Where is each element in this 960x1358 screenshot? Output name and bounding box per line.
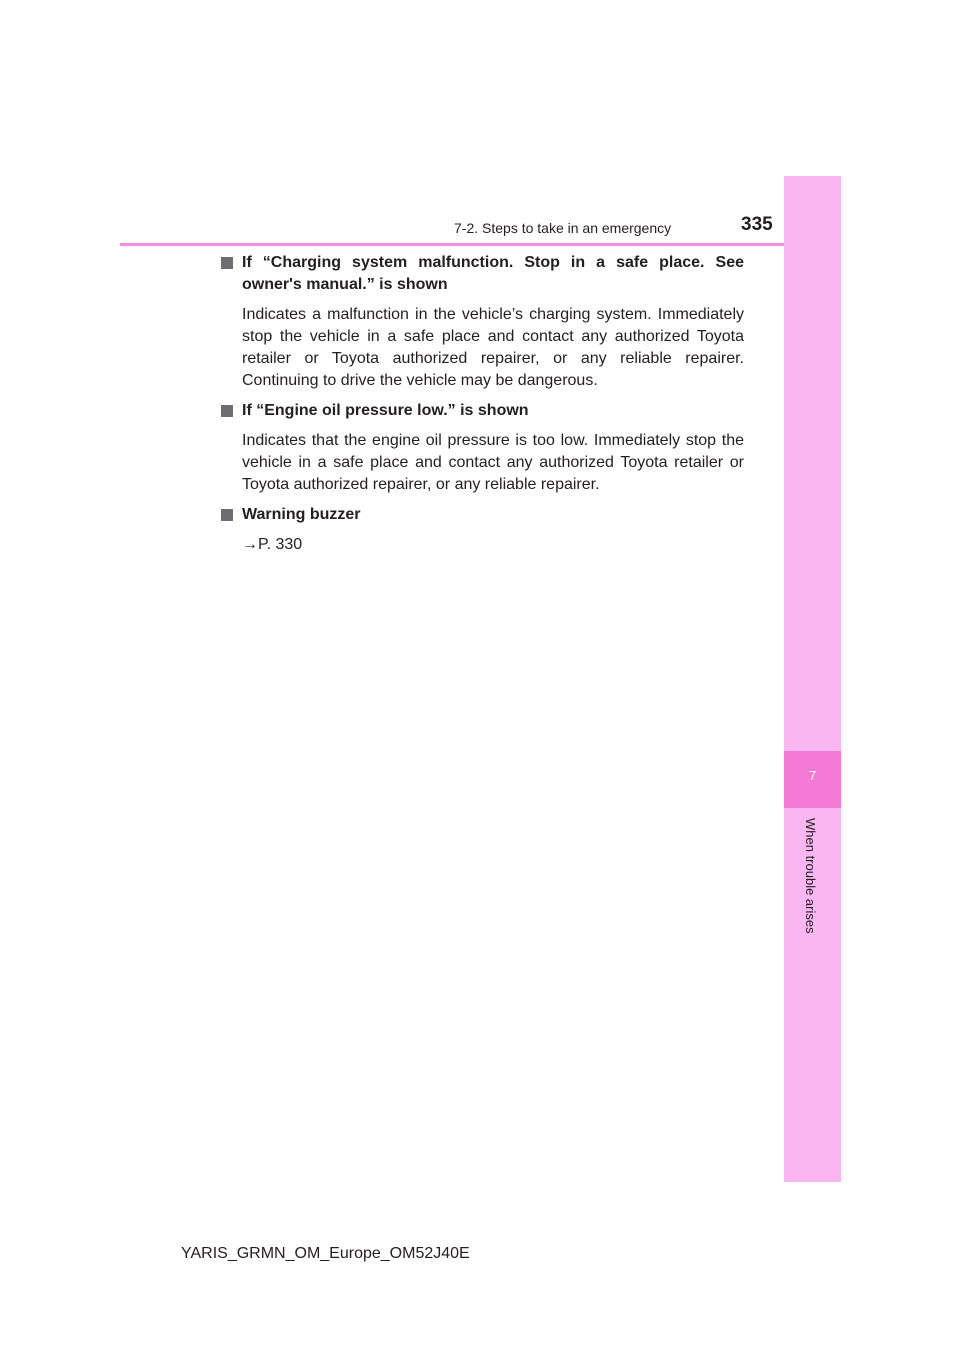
side-tab-chapter-title: When trouble arises xyxy=(803,818,818,934)
header-section-title: 7-2. Steps to take in an emergency xyxy=(454,220,672,236)
item-heading xyxy=(221,400,744,422)
item-heading-text: Warning buzzer xyxy=(242,506,361,523)
item-heading-text: If “Charging system malfunction. Stop in a safe place. See owner's manual.” is shown xyxy=(242,254,744,293)
header-rule xyxy=(120,243,841,246)
footer-doc-id: YARIS_GRMN_OM_Europe_OM52J40E xyxy=(181,1245,470,1262)
square-bullet-icon xyxy=(221,509,233,521)
item-body: Indicates a malfunction in the vehicle’s charging system. Immediately stop the vehicle in a safe place and contact any authorized Toyota retailer or Toyota authorized repairer, or any reliable repairer. Continuing to drive the vehicle may be dangerous. xyxy=(242,306,744,389)
page-reference-link[interactable]: →P. 330 xyxy=(242,536,303,553)
item-heading xyxy=(221,504,744,526)
item-body: Indicates that the engine oil pressure is too low. Immediately stop the vehicle in a safe place and contact any authorized Toyota retailer or Toyota authorized repairer, or any reliable repairer. xyxy=(242,432,744,493)
item-charging-system xyxy=(221,252,744,392)
square-bullet-icon xyxy=(221,257,233,269)
square-bullet-icon xyxy=(221,405,233,417)
item-oil-pressure xyxy=(221,400,744,496)
side-tab xyxy=(784,176,841,1182)
item-warning-buzzer xyxy=(221,504,744,556)
content xyxy=(221,252,744,564)
side-tab-chapter-number: 7 xyxy=(808,768,817,783)
item-heading xyxy=(221,252,744,296)
page-number: 335 xyxy=(741,214,773,235)
item-heading-text: If “Engine oil pressure low.” is shown xyxy=(242,402,529,419)
